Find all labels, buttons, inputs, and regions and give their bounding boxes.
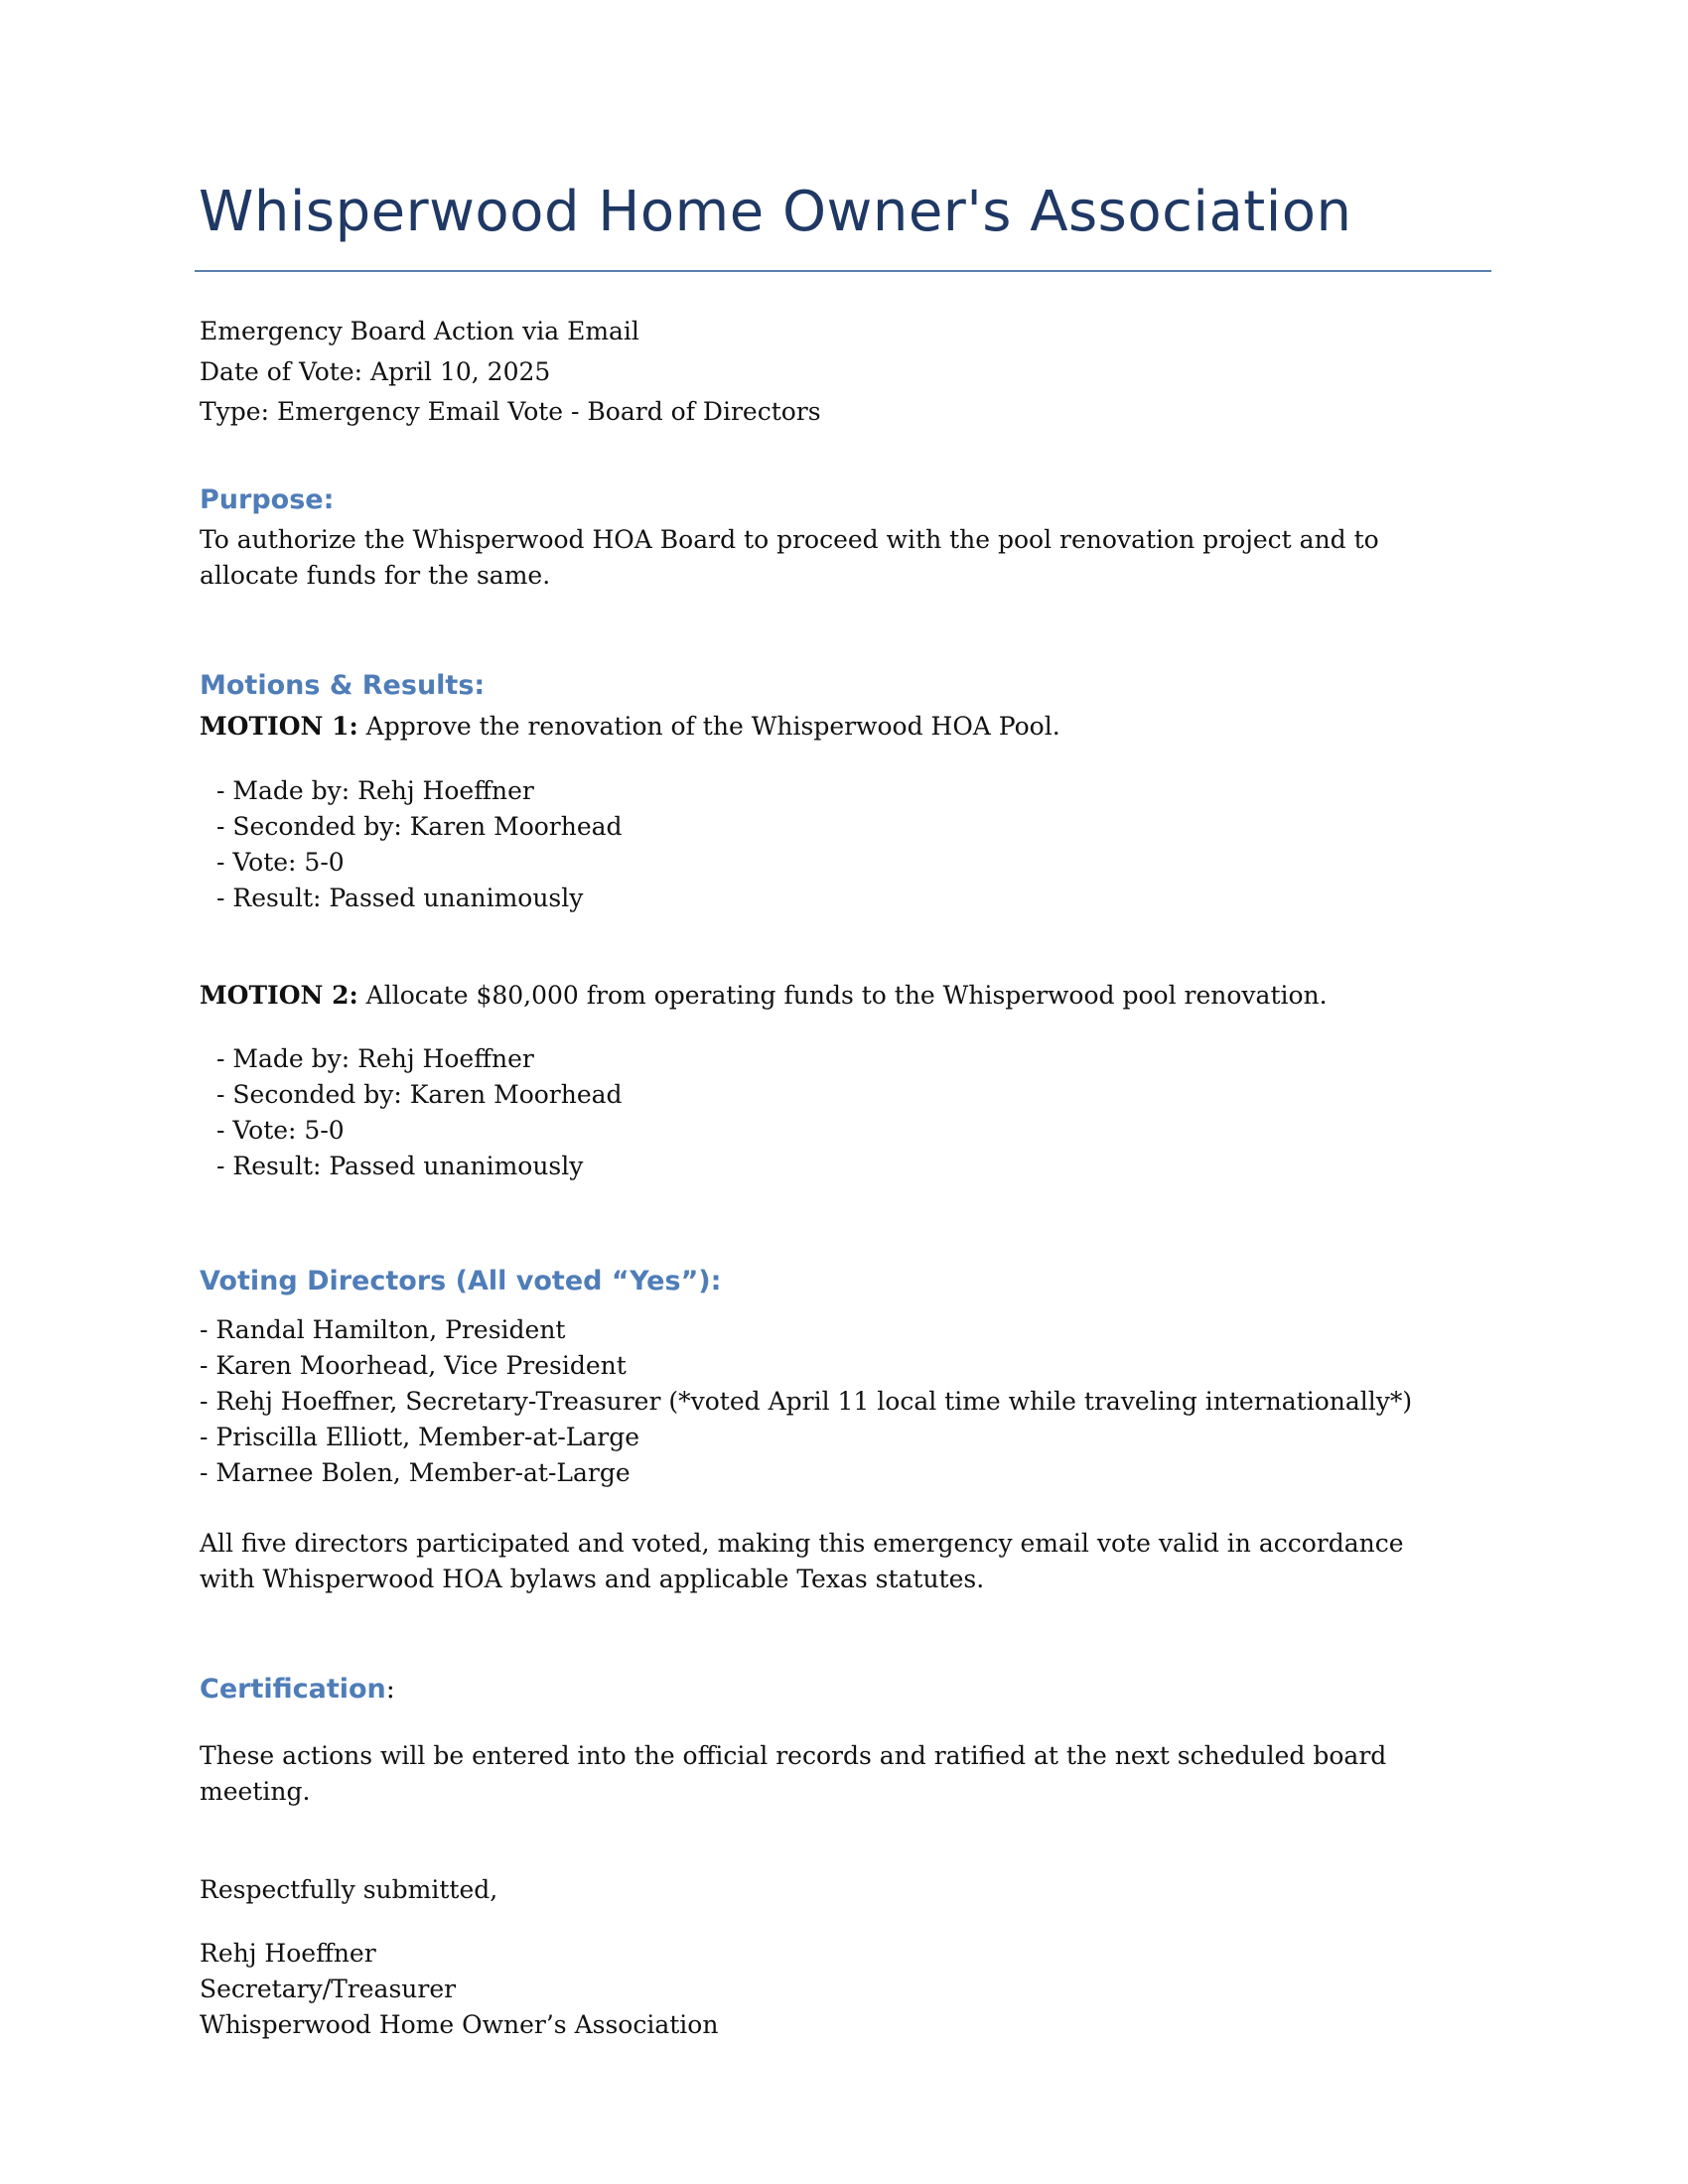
motion-1-result: - Result: Passed unanimously bbox=[216, 884, 584, 912]
motion-1-seconded-by: - Seconded by: Karen Moorhead bbox=[216, 812, 623, 841]
motion-2-text: Allocate $80,000 from operating funds to the Whisperwood pool renovation. bbox=[357, 981, 1328, 1010]
document-title: Whisperwood Home Owner's Association bbox=[199, 180, 1352, 244]
voting-directors-heading: Voting Directors (All voted “Yes”): bbox=[200, 1266, 722, 1297]
motion-1-made-by: - Made by: Rehj Hoeffner bbox=[216, 776, 534, 805]
director-list-item: - Marnee Bolen, Member-at-Large bbox=[200, 1458, 631, 1487]
title-divider bbox=[195, 270, 1491, 272]
motion-2-result: - Result: Passed unanimously bbox=[216, 1152, 584, 1180]
motion-1-vote: - Vote: 5-0 bbox=[216, 848, 345, 877]
certification-text-line-2: meeting. bbox=[200, 1777, 311, 1806]
director-list-item: - Randal Hamilton, President bbox=[200, 1315, 566, 1344]
director-list-item: - Karen Moorhead, Vice President bbox=[200, 1351, 627, 1380]
signer-role: Secretary/Treasurer bbox=[200, 1975, 457, 2003]
motion-2-line bbox=[200, 978, 1328, 1014]
directors-summary-line-1: All five directors participated and voted, making this emergency email vote valid in accordance bbox=[200, 1529, 1404, 1558]
signer-name: Rehj Hoeffner bbox=[200, 1939, 376, 1968]
purpose-text-line-1: To authorize the Whisperwood HOA Board to proceed with the pool renovation project and to bbox=[200, 525, 1379, 554]
directors-summary-line-2: with Whisperwood HOA bylaws and applicable Texas statutes. bbox=[200, 1565, 985, 1593]
motion-2-label: MOTION 2: bbox=[200, 981, 358, 1010]
vote-date-line: Date of Vote: April 10, 2025 bbox=[200, 357, 551, 386]
purpose-text-line-2: allocate funds for the same. bbox=[200, 561, 551, 590]
director-list-item: - Priscilla Elliott, Member-at-Large bbox=[200, 1423, 640, 1451]
certification-text-line-1: These actions will be entered into the official records and ratified at the next scheduled board bbox=[200, 1741, 1387, 1770]
purpose-heading: Purpose: bbox=[200, 484, 335, 515]
certification-heading bbox=[200, 1672, 395, 1707]
motion-2-made-by: - Made by: Rehj Hoeffner bbox=[216, 1044, 534, 1073]
motion-1-line bbox=[200, 709, 1060, 745]
motion-2-seconded-by: - Seconded by: Karen Moorhead bbox=[216, 1080, 623, 1109]
closing-line: Respectfully submitted, bbox=[200, 1875, 498, 1904]
motions-heading: Motions & Results: bbox=[200, 670, 486, 701]
motion-2-vote: - Vote: 5-0 bbox=[216, 1116, 345, 1145]
director-list-item: - Rehj Hoeffner, Secretary-Treasurer (*voted April 11 local time while traveling internationally*) bbox=[200, 1387, 1413, 1416]
motion-1-text: Approve the renovation of the Whisperwood HOA Pool. bbox=[357, 712, 1060, 741]
vote-type-line: Type: Emergency Email Vote - Board of Directors bbox=[200, 397, 821, 426]
action-type-line: Emergency Board Action via Email bbox=[200, 317, 639, 345]
certification-heading-text: Certification bbox=[200, 1674, 386, 1705]
motion-1-label: MOTION 1: bbox=[200, 712, 358, 741]
certification-colon: : bbox=[385, 1674, 395, 1705]
signer-organization: Whisperwood Home Owner’s Association bbox=[200, 2010, 719, 2039]
